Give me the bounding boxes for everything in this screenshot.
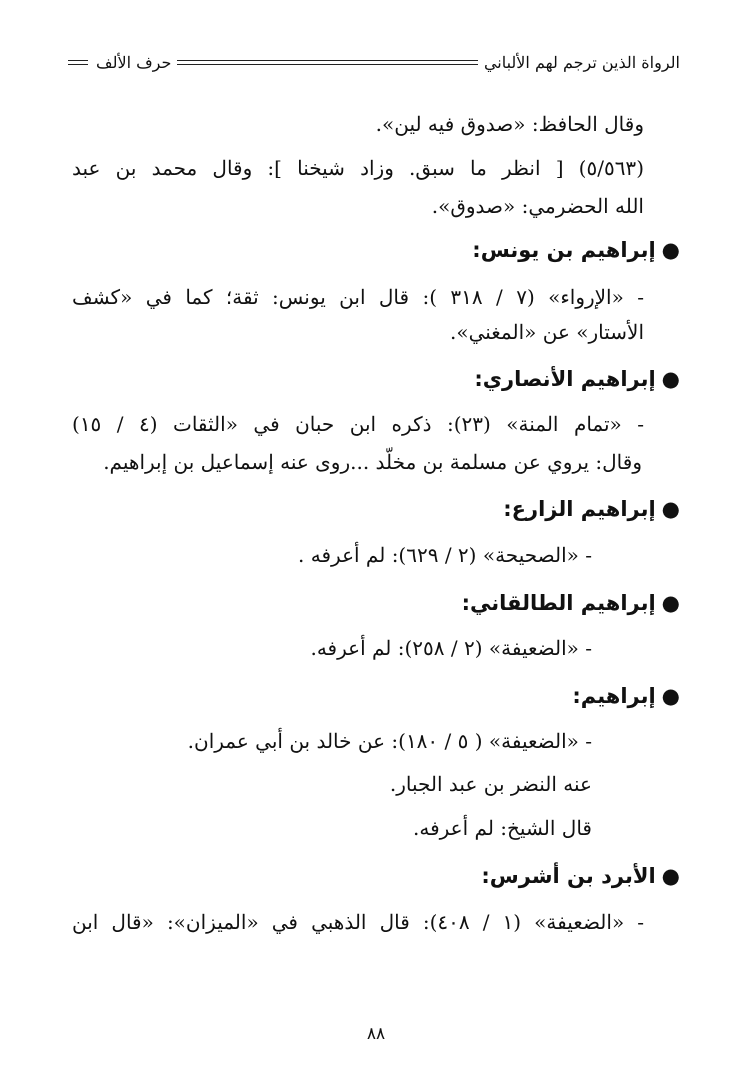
heading-text: إبراهيم: xyxy=(572,684,656,708)
heading-text: إبراهيم بن يونس: xyxy=(472,238,656,262)
text-line: - «الضعيفة» (١ / ٤٠٨): قال الذهبي في «الميزان»: «قال ابن xyxy=(72,910,645,934)
text-line: الأستار» عن «المغني». xyxy=(449,320,644,344)
text-line: - «تمام المنة» (٢٣): ذكره ابن حبان في «الثقات (٤ / ١٥) xyxy=(72,412,645,436)
bullet-icon: ● xyxy=(661,497,680,521)
entry-heading xyxy=(572,686,680,707)
text-line: وقال الحافظ: «صدوق فيه لين». xyxy=(375,112,644,136)
entry-heading xyxy=(462,593,680,614)
header-rule xyxy=(177,60,478,65)
entry-heading xyxy=(481,866,680,887)
bullet-icon: ● xyxy=(661,684,680,708)
heading-text: إبراهيم الزارع: xyxy=(503,497,656,521)
bullet-icon: ● xyxy=(661,864,680,888)
text-line: - «الصحيحة» (٢ / ٦٢٩): لم أعرفه . xyxy=(298,543,592,567)
entry-heading xyxy=(503,499,680,520)
bullet-icon: ● xyxy=(661,367,680,391)
text-line: الله الحضرمي: «صدوق». xyxy=(431,194,644,218)
page-number: ٨٨ xyxy=(366,1024,386,1044)
text-line: - «الضعيفة» ( ٥ / ١٨٠): عن خالد بن أبي عمران. xyxy=(187,729,592,753)
text-line: - «الضعيفة» (٢ / ٢٥٨): لم أعرفه. xyxy=(310,636,592,660)
text-line: (٥/٥٦٣) [ انظر ما سبق. وزاد شيخنا ]: وقال محمد بن عبد xyxy=(72,156,644,180)
header-rule-short xyxy=(68,60,88,65)
text-line: وقال: يروي عن مسلمة بن مخلّد ...روى عنه إسماعيل بن إبراهيم. xyxy=(103,450,642,474)
heading-text: إبراهيم الطالقاني: xyxy=(461,591,656,615)
entry-heading xyxy=(474,369,680,390)
heading-text: إبراهيم الأنصاري: xyxy=(474,367,656,391)
bullet-icon: ● xyxy=(661,238,680,262)
chapter-title: حرف الألف xyxy=(96,52,172,72)
text-line: قال الشيخ: لم أعرفه. xyxy=(412,816,592,840)
entry-heading xyxy=(472,240,680,261)
running-header xyxy=(68,44,680,80)
text-line: عنه النضر بن عبد الجبار. xyxy=(389,772,592,796)
book-title: الرواة الذين ترجم لهم الألباني xyxy=(483,52,680,72)
heading-text: الأبرد بن أشرس: xyxy=(481,864,656,888)
bullet-icon: ● xyxy=(661,591,680,615)
text-line: - «الإرواء» (٧ / ٣١٨ ): قال ابن يونس: ثقة؛ كما في «كشف xyxy=(72,285,645,309)
